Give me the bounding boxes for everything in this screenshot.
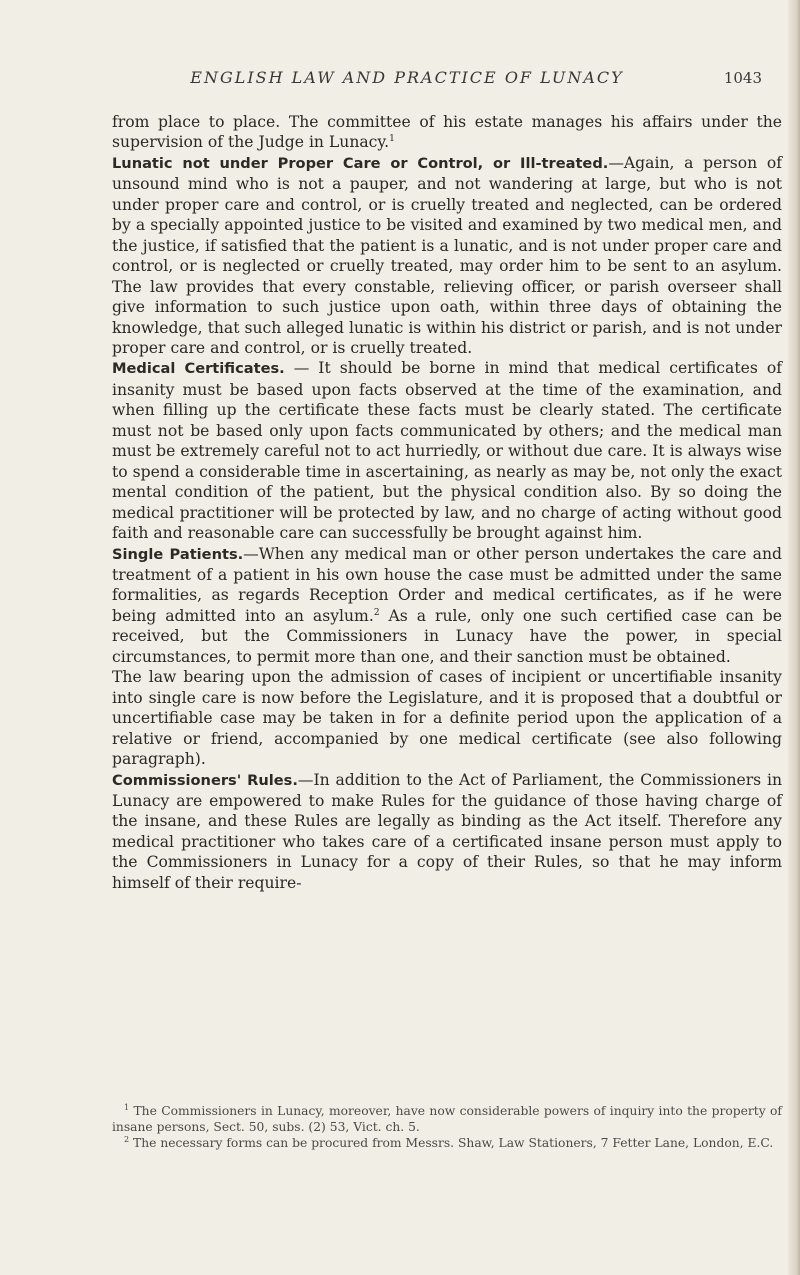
section-heading: Commissioners' Rules. (112, 771, 298, 789)
footnote-ref: 2 (373, 607, 380, 618)
page-header (112, 68, 780, 90)
running-title: ENGLISH LAW AND PRACTICE OF LUNACY (190, 68, 624, 87)
footnote-mark: 2 (124, 1134, 130, 1144)
footnote-ref: 1 (389, 134, 395, 145)
paragraph-single-patients (112, 544, 782, 668)
section-heading: Medical Certificates. (112, 360, 285, 378)
paragraph-lunatic-not-under-care (112, 153, 782, 359)
paragraph-text: —Again, a person of unsound mind who is not a pauper, and not wandering at large, but who is not under proper care and control, or is cruelly treated and neglected, can be ordered by a specially appointed justice to be visited and examined by two medical men, and the justice, if satisfied that the patient is a lunatic, and is not under proper care and control, or is neglected or cruelly treated, may order him to be sent to an asylum. The law provides that every constable, relieving officer, or parish overseer shall give information to such justice upon oath, within three days of obtaining the knowledge, that such alleged lunatic is within his district or parish, and is not under proper care and control, or is cruelly treated. (112, 153, 783, 357)
footnote-mark: 1 (124, 1102, 130, 1112)
section-heading: Single Patients. (112, 545, 244, 563)
paragraph-text: The law bearing upon the admission of cases of incipient or uncertifiable insanity into single care is now before the Legislature, and it is proposed that a doubtful or uncertifiable case may be taken in for a definite period upon the application of a relative or friend, accompanied by one medical certificate (see also following paragraph). (112, 668, 782, 769)
paragraph-continuation (112, 112, 782, 153)
paragraph-text-continued: As a rule, only one such certified case can be received, but the Commissioners in Lunacy have the power, in special circumstances, to permit more than one, and their sanction must be obtained. (112, 606, 782, 666)
footnote (112, 1104, 782, 1136)
page-edge-shadow (788, 0, 800, 1275)
footnotes (112, 1104, 782, 1151)
paragraph-medical-certificates (112, 358, 782, 543)
body-text (112, 112, 782, 893)
paragraph-text: — It should be borne in mind that medical certificates of insanity must be based upon facts observed at the time of the examination, and when filling up the certificate these facts must be clearly stated. The certificate must not be based only upon facts communicated by others; and the medical man must be extremely careful not to act hurriedly, or without due care. It is always wise to spend a considerable time in ascertaining, as nearly as may be, not only the exact mental condition of the patient, but the physical condition also. By so doing the medical practitioner will be protected by law, and no charge of acting without good faith and reasonable care can successfully be brought against him. (112, 359, 782, 543)
section-heading: Lunatic not under Proper Care or Control, or Ill-treated. (112, 154, 609, 172)
paragraph-commissioners-rules (112, 770, 782, 894)
paragraph-text: from place to place. The committee of his estate manages his affairs under the supervision of the Judge in Lunacy. (112, 113, 782, 152)
paragraph-uncertifiable-insanity (112, 667, 782, 769)
paragraph-text: —In addition to the Act of Parliament, the Commissioners in Lunacy are empowered to make Rules for the guidance of those having charge of the insane, and these Rules are legally as binding as the Act itself. Therefore any medical practitioner who takes care of a certificated insane person must apply to the Commissioners in Lunacy for a copy of their Rules, so that he may inform himself of their require- (112, 770, 783, 892)
page-number: 1043 (723, 69, 762, 87)
footnote-text: The necessary forms can be procured from Messrs. Shaw, Law Stationers, 7 Fetter Lane, London, E.C. (133, 1135, 774, 1150)
footnote (112, 1136, 782, 1152)
footnote-text: The Commissioners in Lunacy, moreover, have now considerable powers of inquiry into the property of insane persons, Sect. 50, subs. (2) 53, Vict. ch. 5. (112, 1104, 782, 1134)
paragraph-text: —When any medical man or other person undertakes the care and treatment of a patient in his own house the case must be admitted under the same formalities, as regards Reception Order and medical certificates, as if he were being admitted into an asylum. (112, 544, 782, 625)
